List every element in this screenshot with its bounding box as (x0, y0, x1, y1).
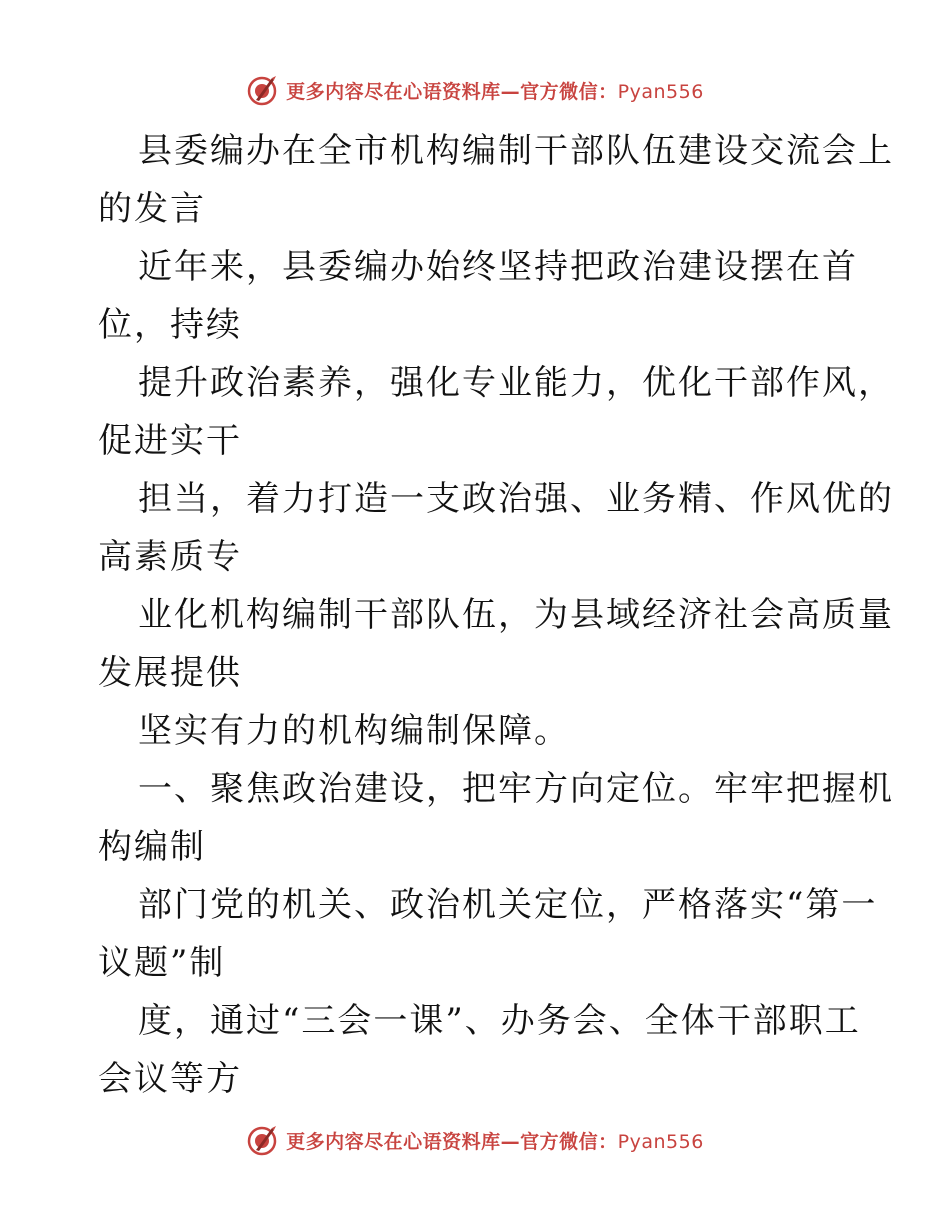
text-line: 会议等方 (98, 1059, 242, 1099)
text-line: 提升政治素养，强化专业能力，优化干部作风， (138, 363, 894, 403)
text-line: 高素质专 (98, 537, 242, 577)
quill-pen-logo-icon (246, 74, 278, 106)
banner-text: 更多内容尽在心语资料库—官方微信：Pyan556 (286, 80, 704, 103)
text-line: 部门党的机关、政治机关定位，严格落实“第一 (138, 885, 878, 925)
text-line: 坚实有力的机构编制保障。 (138, 711, 570, 751)
text-line: 的发言 (98, 189, 206, 229)
banner-text: 更多内容尽在心语资料库—官方微信：Pyan556 (286, 1130, 704, 1153)
text-line: 担当，着力打造一支政治强、业务精、作风优的 (138, 479, 894, 519)
text-line: 议题”制 (98, 943, 226, 983)
text-line: 构编制 (98, 827, 206, 867)
quill-pen-logo-icon (246, 1124, 278, 1156)
text-line: 位，持续 (98, 305, 242, 345)
wechat-handle: Pyan556 (617, 80, 704, 103)
text-line: 县委编办在全市机构编制干部队伍建设交流会上 (138, 131, 894, 171)
header-banner (0, 70, 950, 110)
text-line: 促进实干 (98, 421, 242, 461)
text-line: 业化机构编制干部队伍，为县域经济社会高质量 (138, 595, 894, 635)
text-line: 发展提供 (98, 653, 242, 693)
footer-banner (0, 1120, 950, 1160)
text-line: 度，通过“三会一课”、办务会、全体干部职工 (138, 1001, 861, 1041)
text-line: 一、聚焦政治建设，把牢方向定位。牢牢把握机 (138, 769, 894, 809)
text-line: 近年来，县委编办始终坚持把政治建设摆在首 (138, 247, 858, 287)
document-body (98, 122, 894, 1108)
wechat-handle: Pyan556 (617, 1130, 704, 1153)
